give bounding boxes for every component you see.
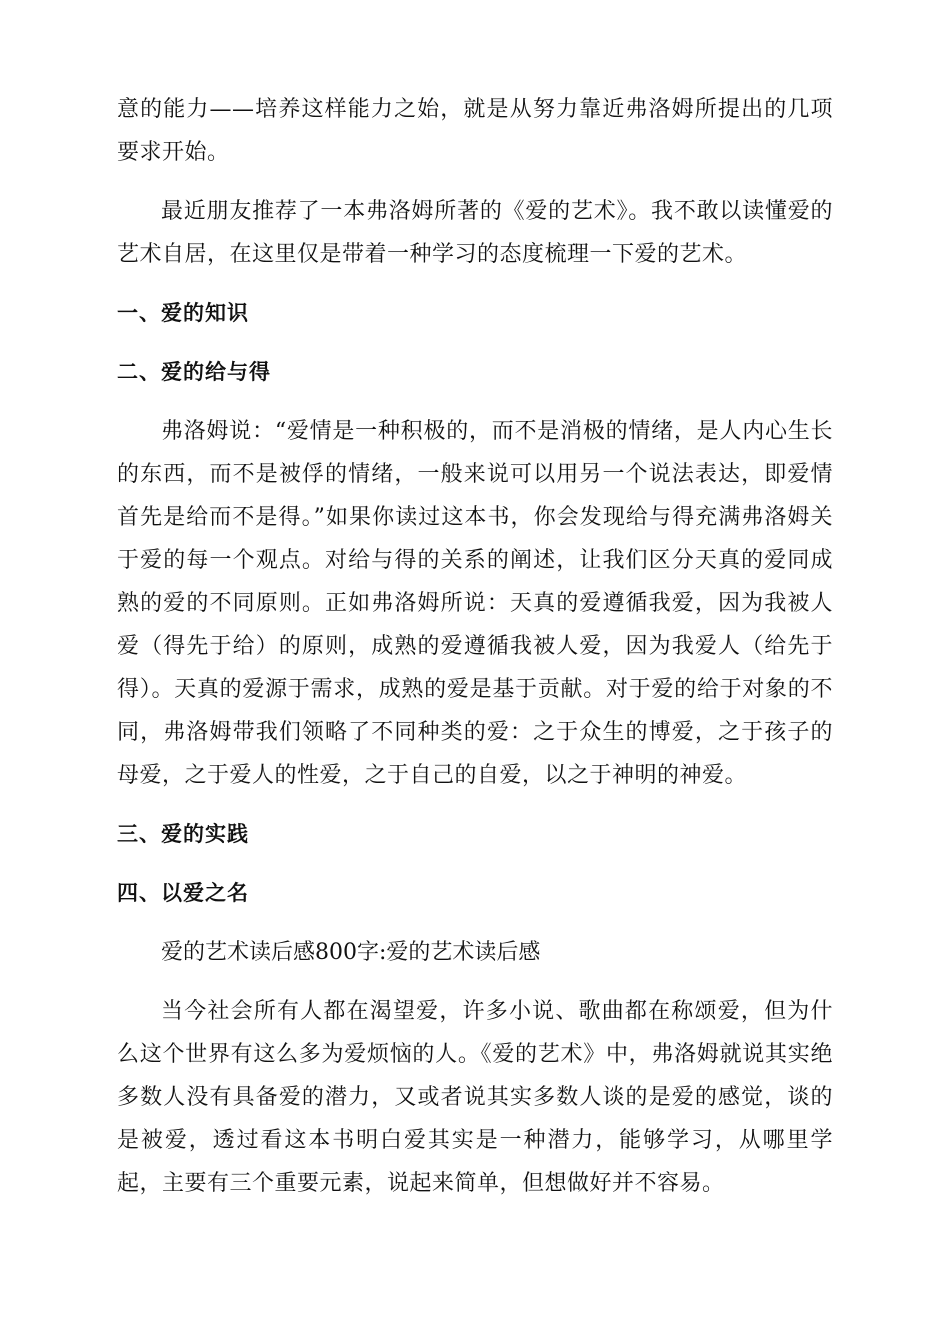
paragraph-intro: 最近朋友推荐了一本弗洛姆所著的《爱的艺术》。我不敢以读懂爱的艺术自居，在这里仅是带着一种学习的态度梳理一下爱的艺术。 xyxy=(117,199,833,267)
section-heading-practice: 三、爱的实践 xyxy=(117,822,249,846)
paragraph-continuation: 意的能力——培养这样能力之始，就是从努力靠近弗洛姆所提出的几项要求开始。 xyxy=(117,97,833,165)
section-heading-knowledge: 一、爱的知识 xyxy=(117,301,249,325)
section-heading-give-and-take: 二、爱的给与得 xyxy=(117,360,271,384)
section-heading-in-name-of-love: 四、以爱之名 xyxy=(117,881,249,905)
paragraph-fromm-quote: 弗洛姆说：“爱情是一种积极的，而不是消极的情绪，是人内心生长的东西，而不是被俘的情绪，一般来说可以用另一个说法表达，即爱情首先是给而不是得。”如果你读过这本书，你会发现给与得充满弗洛姆关于爱的每一个观点。对给与得的关系的阐述，让我们区分天真的爱同成熟的爱的不同原则。正如弗洛姆所说：天真的爱遵循我爱，因为我被人爱（得先于给）的原则，成熟的爱遵循我被人爱，因为我爱人（给先于得）。天真的爱源于需求，成熟的爱是基于贡献。对于爱的给于对象的不同，弗洛姆带我们领略了不同种类的爱：之于众生的博爱，之于孩子的母爱，之于爱人的性爱，之于自己的自爱，以之于神明的神爱。 xyxy=(117,419,833,788)
document-page xyxy=(117,88,833,1221)
essay-subtitle: 爱的艺术读后感800字:爱的艺术读后感 xyxy=(161,940,541,965)
paragraph-society: 当今社会所有人都在渴望爱，许多小说、歌曲都在称颂爱，但为什么这个世界有这么多为爱烦恼的人。《爱的艺术》中，弗洛姆就说其实绝多数人没有具备爱的潜力，又或者说其实多数人谈的是爱的感觉，谈的是被爱，透过看这本书明白爱其实是一种潜力，能够学习，从哪里学起，主要有三个重要元素，说起来简单，但想做好并不容易。 xyxy=(117,999,833,1196)
